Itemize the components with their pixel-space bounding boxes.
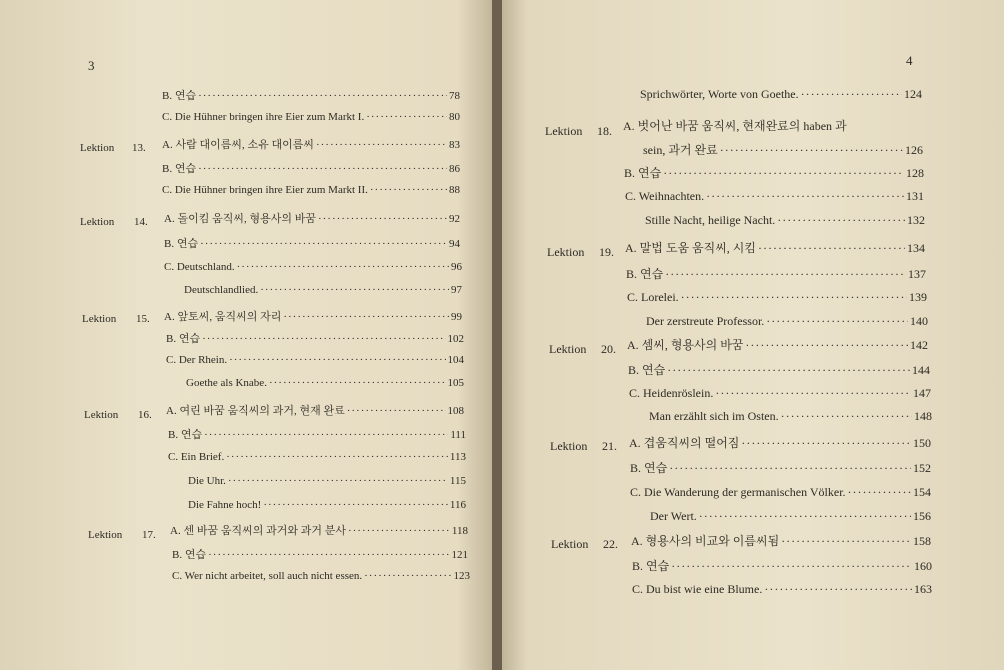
lektion-number: 15. (136, 313, 150, 325)
toc-title: Man erzählt sich im Osten. (649, 409, 779, 423)
leader-dots (208, 549, 449, 561)
toc-title: B. 연습 (630, 461, 668, 475)
toc-page-number: 86 (449, 163, 460, 175)
toc-title: B. 연습 (168, 429, 203, 441)
toc-title: A. 센 바꿈 움직씨의 과거와 과거 분사 (170, 525, 346, 537)
toc-title: B. 연습 (626, 267, 664, 281)
toc-row (625, 239, 925, 256)
leader-dots (366, 111, 447, 123)
leader-dots (263, 499, 448, 511)
toc-row (188, 499, 466, 511)
lektion-number: 21. (602, 439, 617, 453)
toc-title: C. Deutschland. (164, 261, 235, 273)
toc-title: A. 셈씨, 형용사의 바꿈 (627, 338, 744, 352)
toc-row (626, 265, 926, 282)
book-gutter (492, 0, 502, 670)
leader-dots (226, 451, 448, 463)
toc-page-number: 108 (447, 405, 464, 417)
toc-row (632, 557, 932, 574)
toc-title: B. 연습 (632, 559, 670, 573)
lektion-word: Lektion (547, 245, 585, 259)
toc-page-number: 139 (909, 290, 927, 304)
leader-dots (228, 475, 448, 487)
leader-dots (720, 143, 903, 158)
leader-dots (669, 461, 911, 476)
leader-dots (202, 333, 445, 345)
leader-dots (671, 559, 912, 574)
toc-row (632, 582, 932, 597)
leader-dots (260, 284, 449, 296)
toc-page-number: 128 (906, 166, 924, 180)
leader-dots (283, 311, 449, 323)
toc-title: C. Die Wanderung der germanischen Völker. (630, 485, 846, 499)
lektion-word: Lektion (545, 124, 583, 138)
page-number: 4 (906, 53, 913, 68)
leader-dots (777, 213, 905, 228)
toc-title: A. 말법 도움 움직씨, 시킴 (625, 241, 756, 255)
leader-dots (745, 338, 908, 353)
toc-row (624, 164, 924, 181)
toc-title: B. 연습 (172, 549, 207, 561)
lektion-number: 17. (142, 529, 156, 541)
toc-row (643, 141, 923, 158)
leader-dots (741, 436, 911, 451)
leader-dots (229, 354, 445, 366)
leader-dots (663, 166, 904, 181)
toc-page-number: 124 (904, 87, 922, 101)
leader-dots (781, 534, 911, 549)
toc-title: B. 연습 (162, 90, 197, 102)
leader-dots (318, 213, 447, 225)
toc-row (166, 354, 464, 366)
leader-dots (667, 363, 910, 378)
toc-title: A. 겹움직씨의 떨어짐 (629, 436, 740, 450)
leader-dots (198, 163, 447, 175)
toc-page-number: 104 (447, 354, 464, 366)
leader-dots (269, 377, 446, 389)
leader-dots (198, 90, 447, 102)
toc-page-number: 163 (914, 582, 932, 596)
toc-row (646, 314, 928, 329)
toc-title: Der Wert. (650, 509, 697, 523)
toc-row (162, 184, 460, 196)
toc-row (162, 160, 460, 176)
toc-page-number: 156 (913, 509, 931, 523)
toc-page-number: 154 (913, 485, 931, 499)
toc-title: C. Die Hühner bringen ihre Eier zum Markt II. (162, 184, 368, 196)
lektion-number: 16. (138, 409, 152, 421)
leader-dots (200, 238, 447, 250)
toc-title: A. 돌이킴 움직씨, 형용사의 바꿈 (164, 213, 316, 225)
toc-title: A. 벗어난 바꿈 움직씨, 현재완료의 haben 과 (623, 119, 847, 133)
toc-page-number: 134 (907, 241, 925, 255)
toc-row (166, 330, 464, 346)
toc-row (168, 451, 466, 463)
toc-row (631, 532, 931, 549)
toc-title: Der zerstreute Professor. (646, 314, 765, 328)
toc-title: C. Du bist wie eine Blume. (632, 582, 763, 596)
leader-dots (758, 241, 905, 256)
toc-page-number: 102 (447, 333, 464, 345)
toc-row (162, 87, 460, 103)
toc-row (162, 136, 460, 152)
lektion-number: 18. (597, 124, 612, 138)
toc-row (625, 189, 924, 204)
lektion-word: Lektion (551, 537, 589, 551)
toc-row (649, 409, 932, 424)
toc-page-number: 150 (913, 436, 931, 450)
lektion-word: Lektion (550, 439, 588, 453)
leader-dots (781, 409, 912, 424)
lektion-number: 14. (134, 216, 148, 228)
toc-title: B. 연습 (624, 166, 662, 180)
toc-title: B. 연습 (162, 163, 197, 175)
toc-title: Deutschlandlied. (184, 284, 259, 296)
toc-page-number: 142 (910, 338, 928, 352)
toc-page-number: 140 (910, 314, 928, 328)
lektion-word: Lektion (80, 216, 115, 228)
toc-row (640, 87, 922, 102)
toc-title: Die Fahne hoch! (188, 499, 262, 511)
toc-title: B. 연습 (164, 238, 199, 250)
toc-page-number: 99 (451, 311, 462, 323)
lektion-number: 19. (599, 245, 614, 259)
toc-row (630, 485, 931, 500)
toc-title: Die Uhr. (188, 475, 226, 487)
toc-row (650, 509, 931, 524)
toc-title: A. 앞토씨, 움직씨의 자리 (164, 311, 282, 323)
toc-title: B. 연습 (166, 333, 201, 345)
left-page (0, 0, 497, 670)
toc-title: C. Wer nicht arbeitet, soll auch nicht essen. (172, 570, 363, 582)
toc-title: Sprichwörter, Worte von Goethe. (640, 87, 799, 101)
toc-page-number: 123 (453, 570, 470, 582)
toc-row (623, 117, 903, 134)
toc-title: B. 연습 (628, 363, 666, 377)
toc-title: C. Heidenröslein. (629, 386, 714, 400)
toc-title: A. 형용사의 비교와 이름씨됨 (631, 534, 780, 548)
toc-title: C. Die Hühner bringen ihre Eier zum Markt I. (162, 111, 365, 123)
toc-row (628, 361, 930, 378)
toc-page-number: 118 (451, 525, 468, 537)
toc-row (629, 386, 931, 401)
toc-row (645, 213, 925, 228)
toc-page-number: 111 (450, 429, 466, 441)
leader-dots (699, 509, 911, 524)
leader-dots (715, 386, 911, 401)
toc-page-number: 126 (905, 143, 923, 157)
lektion-number: 20. (601, 342, 616, 356)
leader-dots (364, 570, 451, 582)
toc-row (164, 210, 460, 226)
toc-row (162, 111, 460, 123)
leader-dots (370, 184, 447, 196)
leader-dots (848, 485, 911, 500)
toc-row (172, 570, 470, 582)
toc-page-number: 80 (449, 111, 460, 123)
toc-row (627, 290, 927, 305)
toc-row (630, 459, 931, 476)
toc-title: C. Ein Brief. (168, 451, 225, 463)
toc-page-number: 121 (451, 549, 468, 561)
leader-dots (347, 405, 446, 417)
toc-page-number: 148 (914, 409, 932, 423)
toc-page-number: 94 (449, 238, 460, 250)
toc-row (172, 546, 468, 562)
toc-title: sein, 과거 완료 (643, 143, 718, 157)
toc-page-number: 132 (907, 213, 925, 227)
toc-page-number: 115 (449, 475, 466, 487)
lektion-word: Lektion (88, 529, 123, 541)
toc-page-number: 88 (449, 184, 460, 196)
toc-title: Goethe als Knabe. (186, 377, 267, 389)
toc-page-number: 144 (912, 363, 930, 377)
toc-title: C. Der Rhein. (166, 354, 228, 366)
toc-page-number: 83 (449, 139, 460, 151)
toc-row (188, 475, 466, 487)
toc-page-number: 160 (914, 559, 932, 573)
toc-title: A. 사람 대이름씨, 소유 대이름씨 (162, 139, 314, 151)
toc-page-number: 92 (449, 213, 460, 225)
toc-row (184, 284, 462, 296)
toc-title: C. Weihnachten. (625, 189, 705, 203)
toc-page-number: 96 (451, 261, 462, 273)
leader-dots (801, 87, 902, 102)
toc-page-number: 113 (449, 451, 466, 463)
toc-page-number: 78 (449, 90, 460, 102)
lektion-word: Lektion (80, 142, 115, 154)
toc-page-number: 105 (447, 377, 464, 389)
toc-title: C. Lorelei. (627, 290, 679, 304)
toc-row (170, 522, 468, 538)
toc-page-number: 116 (449, 499, 466, 511)
lektion-number: 13. (132, 142, 146, 154)
toc-row (627, 336, 928, 353)
toc-page-number: 97 (451, 284, 462, 296)
leader-dots (681, 290, 907, 305)
leader-dots (766, 314, 908, 329)
leader-dots (764, 582, 912, 597)
toc-title: A. 여린 바꿈 움직씨의 과거, 현재 완료 (166, 405, 345, 417)
toc-row (164, 261, 462, 273)
toc-row (186, 377, 464, 389)
toc-row (168, 426, 466, 442)
toc-page-number: 131 (906, 189, 924, 203)
leader-dots (706, 189, 904, 204)
page-number: 3 (88, 58, 95, 73)
right-page (497, 0, 1004, 670)
lektion-number: 22. (603, 537, 618, 551)
toc-row (166, 402, 464, 418)
toc-row (164, 308, 462, 324)
lektion-word: Lektion (84, 409, 119, 421)
toc-row (164, 235, 460, 251)
lektion-word: Lektion (549, 342, 587, 356)
leader-dots (204, 429, 448, 441)
leader-dots (237, 261, 449, 273)
leader-dots (348, 525, 450, 537)
lektion-word: Lektion (82, 313, 117, 325)
leader-dots (665, 267, 906, 282)
leader-dots (316, 139, 447, 151)
toc-page-number: 147 (913, 386, 931, 400)
toc-title: Stille Nacht, heilige Nacht. (645, 213, 776, 227)
toc-page-number: 137 (908, 267, 926, 281)
toc-row (629, 434, 931, 451)
toc-page-number: 158 (913, 534, 931, 548)
toc-page-number: 152 (913, 461, 931, 475)
